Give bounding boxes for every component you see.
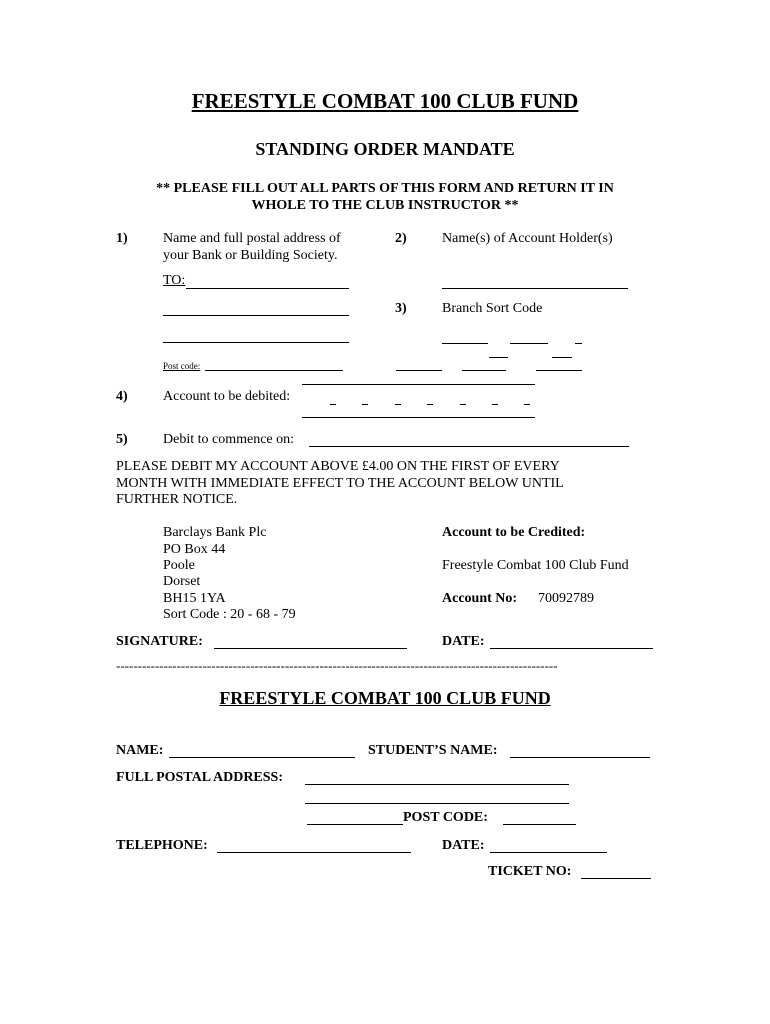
signature-line[interactable] (214, 648, 407, 649)
address-line-2[interactable] (305, 803, 569, 804)
instruction-line-2: WHOLE TO THE CLUB INSTRUCTOR ** (251, 198, 519, 213)
post-code-label-slip: POST CODE: (403, 810, 488, 825)
credited-account-name: Freestyle Combat 100 Club Fund (442, 558, 629, 573)
telephone-line[interactable] (217, 852, 411, 853)
sort-code-box-2[interactable] (510, 343, 548, 344)
account-digit-5[interactable] (460, 404, 466, 405)
section-5-number: 5) (116, 432, 128, 447)
bank-address-label-line-1: Name and full postal address of (163, 231, 341, 246)
sort-code-box-3[interactable] (575, 343, 582, 344)
account-digit-2[interactable] (362, 404, 368, 405)
bank-address-2: Poole (163, 558, 195, 573)
cut-line-separator: ------------------------------------------------------------------------------------------------------ (116, 658, 558, 673)
debit-instruction-line-3: FURTHER NOTICE. (116, 492, 238, 507)
debit-instruction-line-1: PLEASE DEBIT MY ACCOUNT ABOVE £4.00 ON THE FIRST OF EVERY (116, 459, 560, 474)
name-label: NAME: (116, 743, 164, 758)
post-code-line-slip[interactable] (503, 824, 576, 825)
account-debited-label: Account to be debited: (163, 389, 291, 404)
sort-code-box-7[interactable] (462, 370, 506, 371)
date-line[interactable] (490, 648, 653, 649)
account-debit-top-line (302, 384, 535, 385)
account-digit-1[interactable] (330, 404, 336, 405)
instruction-line-1: ** PLEASE FILL OUT ALL PARTS OF THIS FORM AND RETURN IT IN (156, 181, 614, 196)
account-digit-4[interactable] (427, 404, 433, 405)
debit-commence-label: Debit to commence on: (163, 432, 295, 447)
bank-address-line-1[interactable] (186, 288, 349, 289)
address-line-1[interactable] (305, 784, 569, 785)
student-name-line[interactable] (510, 757, 650, 758)
bank-address-line-3[interactable] (163, 342, 349, 343)
debit-commence-line[interactable] (309, 446, 629, 447)
ticket-no-label: TICKET NO: (488, 864, 572, 879)
account-number-value: 70092789 (538, 591, 594, 606)
account-holder-label: Name(s) of Account Holder(s) (442, 231, 613, 246)
bank-post-code-line[interactable] (205, 370, 343, 371)
bank-address-line-2[interactable] (163, 315, 349, 316)
bank-sort-code: Sort Code : 20 - 68 - 79 (163, 607, 296, 622)
section-1-number: 1) (116, 231, 128, 246)
branch-sort-code-label: Branch Sort Code (442, 301, 543, 316)
section-4-number: 4) (116, 389, 128, 404)
slip-date-label: DATE: (442, 838, 485, 853)
sort-code-box-8[interactable] (536, 370, 582, 371)
bank-name: Barclays Bank Plc (163, 525, 267, 540)
sort-code-box-5[interactable] (552, 357, 572, 358)
name-line[interactable] (169, 757, 355, 758)
ticket-no-line[interactable] (581, 878, 651, 879)
date-label: DATE: (442, 634, 485, 649)
to-label: TO: (163, 273, 186, 288)
bank-address-1: PO Box 44 (163, 542, 226, 557)
student-name-label: STUDENT’S NAME: (368, 743, 498, 758)
slip-title: FREESTYLE COMBAT 100 CLUB FUND (219, 688, 551, 708)
form-subtitle: STANDING ORDER MANDATE (255, 139, 515, 159)
debit-instruction-line-2: MONTH WITH IMMEDIATE EFFECT TO THE ACCOUNT BELOW UNTIL (116, 476, 564, 491)
account-debit-bottom-line (302, 417, 535, 418)
bank-address-label-line-2: your Bank or Building Society. (163, 248, 338, 263)
form-title: FREESTYLE COMBAT 100 CLUB FUND (191, 89, 579, 113)
bank-postcode: BH15 1YA (163, 591, 226, 606)
section-3-number: 3) (395, 301, 407, 316)
signature-label: SIGNATURE: (116, 634, 203, 649)
account-holder-line[interactable] (442, 288, 628, 289)
sort-code-box-6[interactable] (396, 370, 442, 371)
telephone-label: TELEPHONE: (116, 838, 208, 853)
account-digit-6[interactable] (492, 404, 498, 405)
address-line-3[interactable] (307, 824, 403, 825)
account-digit-7[interactable] (524, 404, 530, 405)
full-postal-address-label: FULL POSTAL ADDRESS: (116, 770, 284, 785)
section-2-number: 2) (395, 231, 407, 246)
sort-code-box-1[interactable] (442, 343, 488, 344)
sort-code-box-4[interactable] (489, 357, 508, 358)
post-code-label: Post code: (163, 361, 201, 371)
account-credited-heading: Account to be Credited: (442, 525, 586, 540)
slip-date-line[interactable] (490, 852, 607, 853)
account-number-label: Account No: (442, 591, 518, 606)
account-digit-3[interactable] (395, 404, 401, 405)
bank-address-3: Dorset (163, 574, 201, 589)
